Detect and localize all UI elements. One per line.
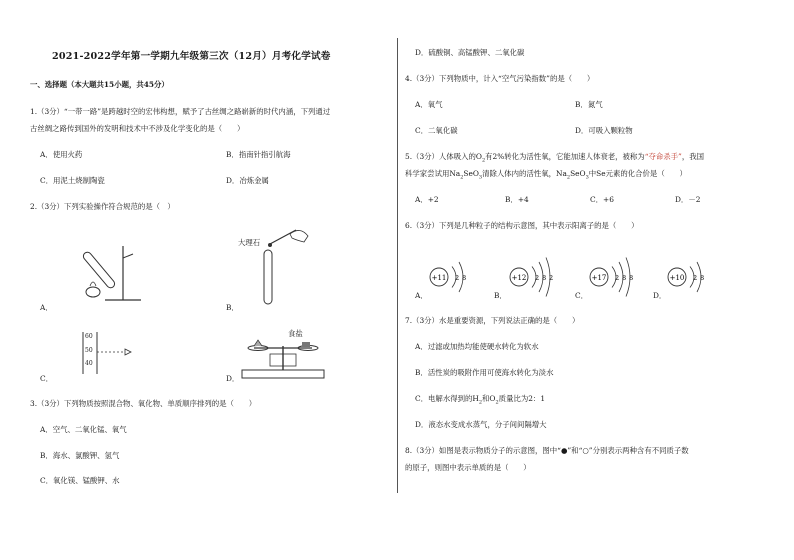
q7-option-a: A．过滤或加热均能使硬水转化为软水	[415, 342, 539, 351]
q3-option-b: B．海水、氯酸钾、氢气	[40, 451, 120, 460]
marble-test-tube-figure	[252, 230, 322, 310]
electron-count: 8	[700, 274, 705, 282]
q1-stem-line1: 1.（3分）“一带一路”是跨越时空的宏伟构想，赋予了古丝绸之路崭新的时代内涵，下列通过	[30, 107, 331, 116]
graduated-cylinder-figure	[75, 330, 135, 375]
q7-option-d: D．液态水变成水蒸气，分子间间隔增大	[415, 420, 547, 429]
atom-diagram-1	[427, 252, 497, 302]
q6-stem: 6.（3分）下列是几种粒子的结构示意图，其中表示阳离子的是（ ）	[405, 221, 639, 230]
q3-option-c: C．氧化镁、锰酸钾、水	[40, 476, 120, 485]
section-heading: 一、选择题（本大题共15小题，共45分）	[30, 80, 169, 89]
electron-count: 8	[629, 274, 634, 282]
q5-option-a: A．+2	[415, 195, 439, 204]
q5-option-b: B．+4	[505, 195, 529, 204]
scale-50: 50	[85, 347, 93, 354]
q5-stem-line1: 5.（3分）人体吸入的$O_2$有2%转化为活性氧，它能加速人体衰老，被称为“夺命杀手”，我国	[405, 152, 704, 164]
atom-diagram-4	[665, 252, 735, 302]
q5-option-d: D．－2	[675, 195, 701, 204]
scale-40: 40	[85, 360, 93, 367]
electron-count: 2	[455, 274, 460, 282]
q8-stem-line1: 8.（3分）如图是表示物质分子的示意图，图中“●”和“○”分别表示两种含有不同质子数	[405, 446, 689, 455]
q8-stem-line2: 的原子，则图中表示单质的是（ ）	[405, 463, 531, 472]
q4-option-c: C．二氧化碳	[415, 126, 458, 135]
atom-diagram-3	[587, 252, 657, 302]
right-column	[405, 0, 775, 560]
q4-option-d: D．可吸入颗粒物	[575, 126, 633, 135]
page-title: 2021-2022学年第一学期九年级第三次（12月）月考化学试卷	[52, 51, 331, 62]
q2-option-b: B．	[226, 303, 239, 312]
q2-option-a: A．	[40, 303, 53, 312]
electron-count: 8	[622, 274, 627, 282]
q4-option-a: A．氧气	[415, 100, 443, 109]
q7-stem: 7.（3分）水是重要资源，下列说法正确的是（ ）	[405, 316, 580, 325]
q3-stem: 3.（3分）下列物质按照混合物、氧化物、单质顺序排列的是（ ）	[30, 399, 257, 408]
electron-count: 2	[535, 274, 540, 282]
q7-option-c: C．电解水得到的$H_2$和$O_2$质量比为2：1	[415, 394, 546, 406]
balance-figure	[240, 338, 330, 380]
q6-option-a: A．	[415, 291, 428, 300]
electron-count: 2	[693, 274, 698, 282]
electron-count: 8	[462, 274, 467, 282]
left-column	[30, 0, 390, 560]
q1-option-c: C．用泥土烧制陶瓷	[40, 176, 105, 185]
nucleus-charge: +11	[431, 274, 447, 282]
nucleus-charge: +17	[591, 274, 607, 282]
q5-option-c: C．+6	[590, 195, 614, 204]
electron-count: 2	[549, 274, 554, 282]
q3-option-a: A．空气、二氧化锰、氧气	[40, 425, 127, 434]
q4-option-b: B．氮气	[575, 100, 603, 109]
electron-count: 2	[615, 274, 620, 282]
nucleus-charge: +12	[511, 274, 527, 282]
q6-option-d: D．	[653, 291, 667, 300]
q3-option-d: D．硫酸铜、高锰酸钾、二氧化碳	[415, 48, 525, 57]
q2-stem: 2.（3分）下列实验操作符合规范的是（ ）	[30, 202, 175, 211]
q6-option-c: C．	[575, 291, 589, 300]
q2-option-d: D．	[226, 374, 240, 383]
q1-stem-line2: 古丝绸之路传到国外的发明和技术中不涉及化学变化的是（ ）	[30, 124, 245, 133]
q1-option-b: B．指南针指引航海	[226, 150, 291, 159]
heating-apparatus-figure	[75, 240, 150, 305]
q7-option-b: B．活性炭的吸附作用可使海水转化为淡水	[415, 368, 554, 377]
q5-stem-line2: 科学家尝试用$Na_2SeO_3$清除人体内的活性氧，$Na_2SeO_3$中Se元素的化合价是（ ）	[405, 169, 687, 181]
q4-stem: 4.（3分）下列物质中，计入“空气污染指数”的是（ ）	[405, 74, 595, 83]
scale-60: 60	[85, 333, 93, 340]
nucleus-charge: +10	[669, 274, 685, 282]
q2-option-c: C．	[40, 374, 54, 383]
column-divider	[397, 38, 398, 493]
q1-option-d: D．冶炼金属	[226, 176, 269, 185]
atom-diagram-2	[507, 252, 577, 302]
marble-label: 大理石	[238, 238, 261, 247]
q6-option-b: B．	[494, 291, 507, 300]
electron-count: 8	[542, 274, 547, 282]
salt-label: 食盐	[288, 329, 303, 338]
q1-option-a: A．使用火药	[40, 150, 83, 159]
